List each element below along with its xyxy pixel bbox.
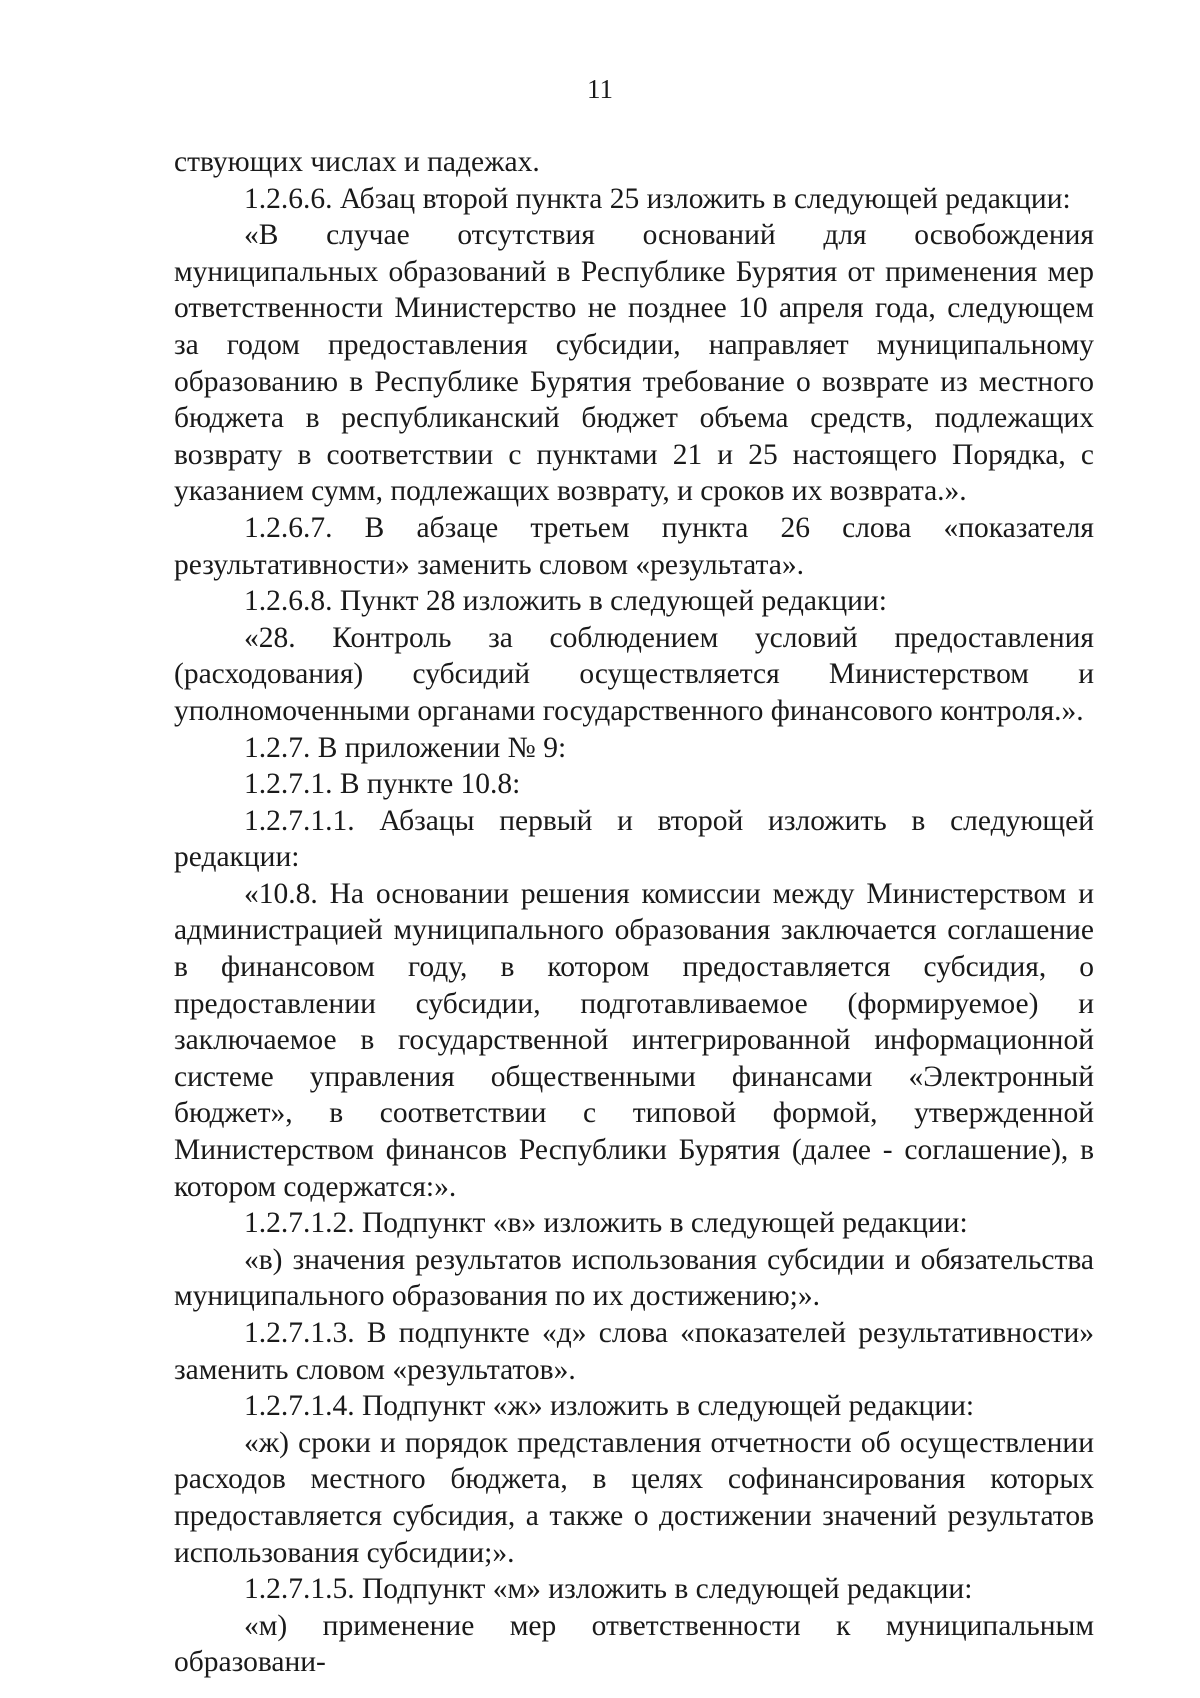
paragraph-item-1-2-7-1: 1.2.7.1. В пункте 10.8:: [244, 768, 521, 801]
paragraph-continuation: ствующих числах и падежах.: [174, 146, 540, 178]
paragraph-quote-item-28: «28. Контроль за соблюдением условий предоставления (расходования) субсидий осуществляется Министерством и уполномоченными органами государственного финансового контроля.».: [174, 621, 1094, 727]
paragraph-item-1-2-7: 1.2.7. В приложении № 9:: [244, 731, 567, 764]
paragraph-item-1-2-6-6: 1.2.6.6. Абзац второй пункта 25 изложить в следующей редакции:: [244, 182, 1071, 215]
paragraph-item-1-2-6-8: 1.2.6.8. Пункт 28 изложить в следующей редакции:: [244, 585, 887, 618]
paragraph-quote-subitem-m: «м) применение мер ответственности к муниципальным образовани-: [174, 1609, 1094, 1679]
paragraph-item-1-2-7-1-5: 1.2.7.1.5. Подпункт «м» изложить в следующей редакции:: [244, 1573, 973, 1606]
paragraph-quote-item-25: «В случае отсутствия оснований для освобождения муниципальных образований в Республике Бурятия от применения мер ответственности Министерство не позднее 10 апреля года, следующем за годом предоставления субсидии, направляет муниципальному образованию в Республике Бурятия требование о возврате из местного бюджета в республиканский бюджет объема средств, подлежащих возврату в соответствии с пунктами 21 и 25 настоящего Порядка, с указанием сумм, подлежащих возврату, и сроков их возврата.».: [174, 219, 1094, 508]
paragraph-item-1-2-7-1-3: 1.2.7.1.3. В подпункте «д» слова «показателей результативности» заменить словом «результатов».: [174, 1317, 1094, 1386]
paragraph-item-1-2-7-1-2: 1.2.7.1.2. Подпункт «в» изложить в следующей редакции:: [244, 1207, 968, 1240]
paragraph-item-1-2-7-1-1: 1.2.7.1.1. Абзацы первый и второй изложить в следующей редакции:: [174, 804, 1094, 874]
paragraph-quote-subitem-v: «в) значения результатов использования субсидии и обязательства муниципального образования по их достижению;».: [174, 1243, 1094, 1313]
paragraph-quote-item-10-8: «10.8. На основании решения комиссии между Министерством и администрацией муниципального образования заключается соглашение в финансовом году, в котором предоставляется субсидия, о предоставлении субсидии, подготавливаемое (формируемое) и заключаемое в государственной интегрированной информационной системе управления общественными финансами «Электронный бюджет», в соответствии с типовой формой, утвержденной Министерством финансов Республики Бурятия (далее - соглашение), в котором содержатся:».: [174, 877, 1094, 1203]
paragraph-item-1-2-6-7: 1.2.6.7. В абзаце третьем пункта 26 слова «показателя результативности» заменить словом «результата».: [174, 511, 1094, 581]
page-number: 11: [587, 74, 613, 104]
document-body: [174, 144, 1094, 1681]
paragraph-item-1-2-7-1-4: 1.2.7.1.4. Подпункт «ж» изложить в следующей редакции:: [244, 1390, 975, 1423]
paragraph-quote-subitem-zh: «ж) сроки и порядок представления отчетности об осуществлении расходов местного бюджета, в целях софинансирования которых предоставляется субсидия, а также о достижении значений результатов использования субсидии;».: [174, 1426, 1094, 1569]
